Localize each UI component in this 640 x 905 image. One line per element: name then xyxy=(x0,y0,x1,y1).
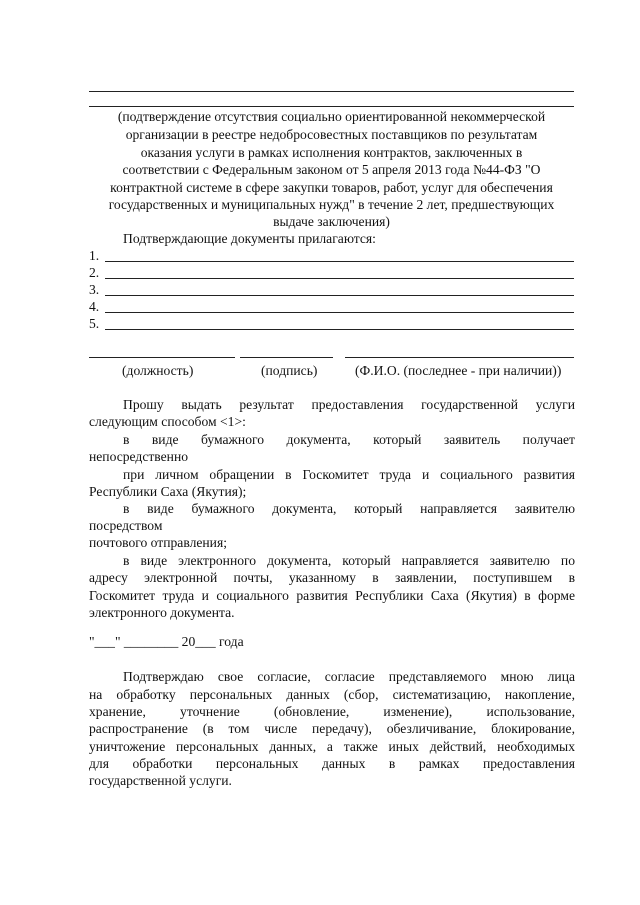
document-item-number: 2. xyxy=(89,265,100,280)
confirm-line-7: выдаче заключения) xyxy=(273,214,390,229)
date-line[interactable]: "___" ________ 20___ года xyxy=(89,634,244,649)
signature-line[interactable] xyxy=(240,357,333,358)
delivery-line-11: адресу электронной почты, указанному в заявлении, поступившем в xyxy=(89,570,575,585)
signature-label: (подпись) xyxy=(261,363,318,378)
documents-title: Подтверждающие документы прилагаются: xyxy=(123,231,376,246)
confirm-line-2: организации в реестре недобросовестных поставщиков по результатам xyxy=(125,127,538,142)
confirm-line-6: государственных и муниципальных нужд" в течение 2 лет, предшествующих xyxy=(108,197,555,212)
document-item-line xyxy=(105,312,574,313)
delivery-line-10[interactable]: в виде электронного документа, который направляется заявителю по xyxy=(123,553,575,568)
delivery-line-8: посредством xyxy=(89,518,163,533)
confirm-line-1: (подтверждение отсутствия социально ориентированной некоммерческой xyxy=(117,109,546,124)
confirm-line-5: контрактной системе в сфере закупки товаров, работ, услуг для обеспечения xyxy=(110,180,553,195)
document-item-5[interactable] xyxy=(89,315,574,332)
delivery-line-4: непосредственно xyxy=(89,449,189,464)
position-line[interactable] xyxy=(89,357,235,358)
document-item-line xyxy=(105,278,574,279)
delivery-line-9: почтового отправления; xyxy=(89,535,227,550)
consent-line-6: для обработки персональных данных в рамках предоставления xyxy=(89,756,575,771)
consent-line-7: государственной услуги. xyxy=(89,773,232,788)
document-item-line xyxy=(105,261,574,262)
document-item-number: 3. xyxy=(89,282,100,297)
confirm-line-4: соответствии с Федеральным законом от 5 апреля 2013 года №44-ФЗ "О xyxy=(122,162,541,177)
consent-line-1: Подтверждаю свое согласие, согласие представляемого мною лица xyxy=(123,669,575,684)
delivery-line-3[interactable]: в виде бумажного документа, который заявитель получает xyxy=(123,432,575,447)
document-item-line xyxy=(105,295,574,296)
document-item-2[interactable] xyxy=(89,264,574,281)
document-item-3[interactable] xyxy=(89,281,574,298)
document-item-number: 4. xyxy=(89,299,100,314)
document-item-number: 5. xyxy=(89,316,100,331)
delivery-line-5: при личном обращении в Госкомитет труда и социального развития xyxy=(123,467,575,482)
delivery-line-6: Республики Саха (Якутия); xyxy=(89,484,247,499)
delivery-line-1: Прошу выдать результат предоставления государственной услуги xyxy=(123,397,575,412)
consent-line-3: хранение, уточнение (обновление, изменение), использование, xyxy=(89,704,575,719)
consent-line-5: уничтожение персональных данных, а также иных действий, необходимых xyxy=(89,739,575,754)
blank-line-top-2 xyxy=(89,106,574,107)
document-item-1[interactable] xyxy=(89,247,574,264)
full-name-line[interactable] xyxy=(345,357,574,358)
delivery-line-13: электронного документа. xyxy=(89,605,235,620)
confirm-line-3: оказания услуги в рамках исполнения контрактов, заключенных в xyxy=(140,145,523,160)
document-item-line xyxy=(105,329,574,330)
consent-line-2: на обработку персональных данных (сбор, систематизацию, накопление, xyxy=(89,687,575,702)
blank-line-top-1 xyxy=(89,91,574,92)
delivery-line-12: Госкомитет труда и социального развития Республики Саха (Якутия) в форме xyxy=(89,588,575,603)
delivery-line-2: следующим способом <1>: xyxy=(89,414,246,429)
document-item-number: 1. xyxy=(89,248,100,263)
full-name-label: (Ф.И.О. (последнее - при наличии)) xyxy=(355,363,562,378)
consent-line-4: распространение (в том числе передачу), обезличивание, блокирование, xyxy=(89,721,575,736)
delivery-line-7[interactable]: в виде бумажного документа, который направляется заявителю xyxy=(123,501,575,516)
position-label: (должность) xyxy=(122,363,194,378)
document-item-4[interactable] xyxy=(89,298,574,315)
